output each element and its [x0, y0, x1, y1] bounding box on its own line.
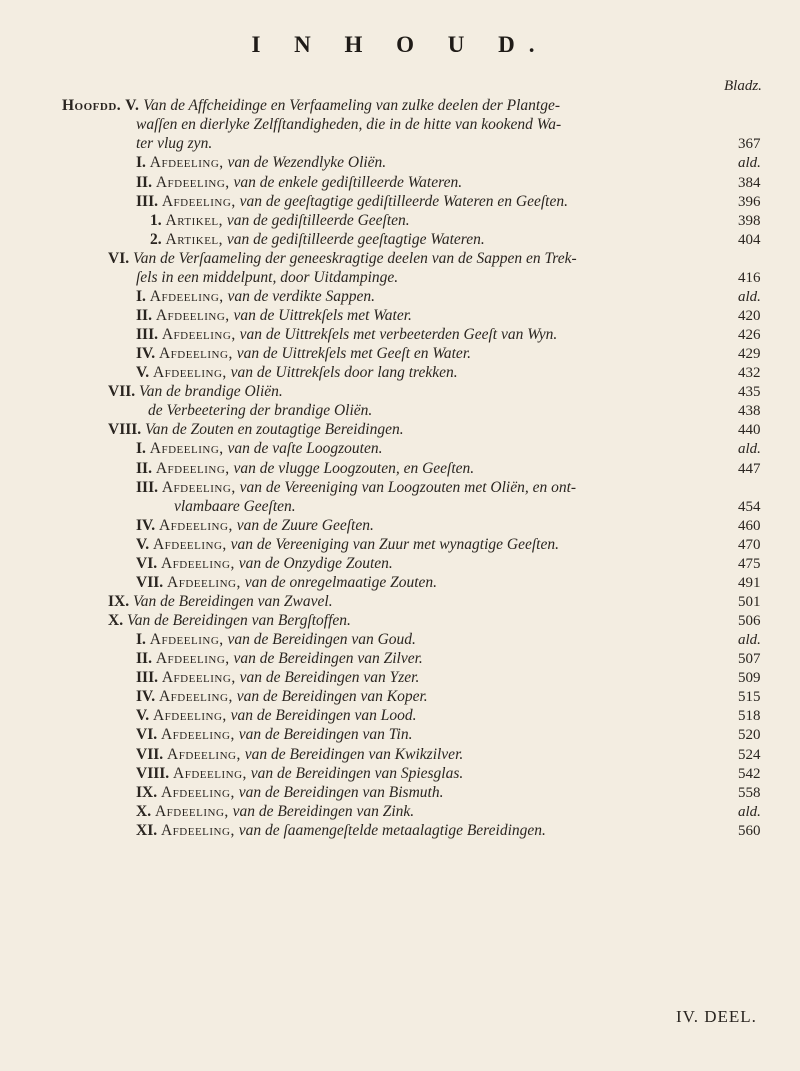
entry-title: van de Bereidingen van Lood.	[230, 707, 417, 724]
entry-section-label: Afdeeling,	[152, 707, 227, 724]
entry-title: van de Bereidingen van Bismuth.	[238, 784, 444, 801]
entry-number: VII.	[136, 574, 164, 591]
toc-entry	[136, 707, 416, 725]
entry-number: IV.	[136, 345, 156, 362]
entry-number: VII.	[108, 383, 136, 400]
entry-page-number: 426	[738, 327, 761, 343]
entry-number: XI.	[136, 822, 158, 839]
entry-page-number: ald.	[738, 804, 761, 820]
toc-entry	[136, 116, 561, 134]
entry-section-label: Afdeeling,	[149, 631, 224, 648]
toc-entry	[150, 212, 410, 230]
entry-page-number: 367	[738, 136, 761, 152]
toc-entry	[136, 669, 419, 687]
entry-number: VI.	[136, 726, 158, 743]
toc-entry	[108, 383, 283, 401]
entry-number: 2.	[150, 231, 162, 248]
entry-number: III.	[136, 326, 158, 343]
entry-section-label: Artikel,	[165, 231, 224, 248]
entry-title: van de geeſtagtige gediſtilleerde Wateren en Geeſten.	[239, 193, 568, 210]
entry-page-number: 447	[738, 461, 761, 477]
toc-entry	[136, 135, 212, 153]
toc-entry	[136, 803, 414, 821]
entry-section-label: Afdeeling,	[161, 326, 236, 343]
page-title: I N H O U D.	[251, 32, 549, 57]
entry-section-label: Afdeeling,	[158, 345, 233, 362]
entry-number: II.	[136, 174, 152, 191]
entry-page-number: 396	[738, 194, 761, 210]
entry-title: van de Uittrekſels met Water.	[233, 307, 412, 324]
entry-section-label: Afdeeling,	[158, 517, 233, 534]
entry-section-label: Afdeeling,	[173, 765, 247, 782]
toc-entry	[136, 269, 398, 287]
entry-page-number: 524	[738, 747, 761, 763]
entry-title: van de Bereidingen van Yzer.	[239, 669, 420, 686]
entry-section-label: Afdeeling,	[160, 555, 235, 572]
toc-entry	[108, 612, 351, 630]
entry-section-label: Afdeeling,	[152, 364, 227, 381]
entry-title: van de Vereeniging van Zuur met wynagtige Geeſten.	[230, 536, 559, 553]
toc-entry	[136, 307, 412, 325]
toc-entry	[136, 364, 458, 382]
entry-page-number: ald.	[738, 632, 761, 648]
entry-number: 1.	[150, 212, 162, 229]
entry-title: ſels in een middelpunt, door Uitdampinge.	[136, 269, 399, 286]
entry-section-label: Afdeeling,	[160, 822, 235, 839]
entry-page-number: 420	[738, 308, 761, 324]
entry-section-label: Afdeeling,	[155, 650, 230, 667]
entry-section-label: Afdeeling,	[161, 479, 236, 496]
entry-title: van de ſaamengeſtelde metaalagtige Bereidingen.	[238, 822, 546, 839]
entry-title: van de Bereidingen van Goud.	[227, 631, 416, 648]
entry-section-label: Afdeeling,	[149, 440, 224, 457]
entry-title: vlambaare Geeſten.	[174, 498, 296, 515]
entry-number: VII.	[136, 746, 164, 763]
toc-entry	[136, 784, 443, 802]
entry-page-number: 501	[738, 594, 761, 610]
entry-number: IV.	[136, 517, 156, 534]
entry-number: IX.	[136, 784, 158, 801]
entry-page-number: 560	[738, 823, 761, 839]
toc-entry	[136, 174, 462, 192]
entry-title: van de Bereidingen van Spiesglas.	[250, 765, 464, 782]
entry-title: waſſen en dierlyke Zelfſtandigheden, die in de hitte van kookend Wa-	[136, 116, 562, 133]
toc-entry	[136, 193, 568, 211]
toc-entry	[136, 440, 383, 458]
entry-section-label: Afdeeling,	[149, 154, 224, 171]
entry-number: I.	[136, 288, 146, 305]
entry-page-number: 518	[738, 708, 761, 724]
entry-page-number: 435	[738, 384, 761, 400]
entry-number: II.	[136, 460, 152, 477]
entry-page-number: 429	[738, 346, 761, 362]
toc-entry	[136, 555, 393, 573]
toc-entry	[62, 97, 560, 115]
entry-page-number: 384	[738, 175, 761, 191]
entry-page-number: ald.	[738, 155, 761, 171]
entry-title: Van de Bereidingen van Bergſtoffen.	[126, 612, 351, 629]
entry-title: van de Wezendlyke Oliën.	[227, 154, 387, 171]
entry-title: van de Bereidingen van Tin.	[238, 726, 413, 743]
entry-page-number: 491	[738, 575, 761, 591]
catchword: IV. DEEL.	[676, 1007, 757, 1026]
entry-title: van de Uittrekſels met Geeſt en Water.	[236, 345, 472, 362]
entry-section-label: Afdeeling,	[158, 688, 233, 705]
entry-number: VIII.	[136, 765, 170, 782]
toc-entry	[150, 231, 485, 249]
toc-entry	[148, 402, 372, 420]
toc-entry	[108, 593, 333, 611]
entry-number: III.	[136, 479, 158, 496]
entry-number: V.	[136, 364, 150, 381]
entry-title: van de Zuure Geeſten.	[236, 517, 374, 534]
toc-entry	[136, 517, 374, 535]
entry-number: X.	[136, 803, 152, 820]
entry-page-number: 506	[738, 613, 761, 629]
entry-page-number: 558	[738, 785, 761, 801]
entry-number: IV.	[136, 688, 156, 705]
entry-number: Hoofdd. V.	[62, 97, 140, 114]
entry-title: van de enkele gediſtilleerde Wateren.	[233, 174, 463, 191]
entry-section-label: Afdeeling,	[160, 726, 235, 743]
entry-number: V.	[136, 707, 150, 724]
entry-title: van de vaſte Loogzouten.	[227, 440, 383, 457]
entry-page-number: 509	[738, 670, 761, 686]
toc-entry	[108, 421, 404, 439]
entry-title: Van de Zouten en zoutagtige Bereidingen.	[145, 421, 404, 438]
entry-page-number: ald.	[738, 289, 761, 305]
toc-entry	[136, 765, 463, 783]
entry-page-number: 438	[738, 403, 761, 419]
entry-section-label: Afdeeling,	[161, 193, 236, 210]
entry-number: IX.	[108, 593, 130, 610]
entry-number: II.	[136, 307, 152, 324]
entry-number: VIII.	[108, 421, 142, 438]
entry-title: van de Bereidingen van Kwikzilver.	[244, 746, 464, 763]
entry-title: van de Uittrekſels met verbeeterden Geeſt van Wyn.	[239, 326, 558, 343]
entry-title: van de Onzydige Zouten.	[238, 555, 393, 572]
entry-number: I.	[136, 631, 146, 648]
toc-entry	[136, 822, 546, 840]
entry-section-label: Afdeeling,	[155, 460, 230, 477]
entry-number: V.	[136, 536, 150, 553]
toc-entry	[136, 460, 474, 478]
entry-title: van de Vereeniging van Loogzouten met Oliën, en ont-	[239, 479, 577, 496]
entry-title: van de vlugge Loogzouten, en Geeſten.	[233, 460, 475, 477]
entry-title: van de Bereidingen van Koper.	[236, 688, 428, 705]
entry-number: VI.	[136, 555, 158, 572]
entry-number: X.	[108, 612, 124, 629]
entry-title: Van de Bereidingen van Zwavel.	[132, 593, 333, 610]
entry-number: I.	[136, 154, 146, 171]
entry-number: II.	[136, 650, 152, 667]
entry-title: Van de Affcheidinge en Verfaameling van zulke deelen der Plantge-	[143, 97, 561, 114]
entry-number: III.	[136, 193, 158, 210]
entry-page-number: ald.	[738, 441, 761, 457]
toc-entry	[136, 746, 463, 764]
entry-title: van de gediſtilleerde Geeſten.	[226, 212, 410, 229]
entry-title: van de verdikte Sappen.	[227, 288, 375, 305]
entry-title: Van de Verſaameling der geneeskragtige deelen van de Sappen en Trek-	[132, 250, 577, 267]
entry-section-label: Afdeeling,	[160, 784, 235, 801]
entry-page-number: 507	[738, 651, 761, 667]
entry-title: van de gediſtilleerde geeſtagtige Wateren.	[226, 231, 485, 248]
toc-entry	[108, 250, 577, 268]
entry-page-number: 454	[738, 499, 761, 515]
entry-number: VI.	[108, 250, 130, 267]
entry-section-label: Afdeeling,	[167, 574, 241, 591]
toc-entry	[136, 345, 471, 363]
toc-entry	[136, 726, 412, 744]
entry-page-number: 520	[738, 727, 761, 743]
toc-entry	[136, 650, 423, 668]
toc-entry	[136, 479, 576, 497]
entry-section-label: Afdeeling,	[161, 669, 236, 686]
entry-page-number: 470	[738, 537, 761, 553]
entry-page-number: 515	[738, 689, 761, 705]
entry-page-number: 440	[738, 422, 761, 438]
toc-entry	[136, 326, 557, 344]
toc-entry	[174, 498, 296, 516]
entry-page-number: 460	[738, 518, 761, 534]
entry-page-number: 432	[738, 365, 761, 381]
entry-page-number: 398	[738, 213, 761, 229]
entry-title: van de Bereidingen van Zilver.	[233, 650, 423, 667]
toc-entry	[136, 574, 437, 592]
entry-section-label: Afdeeling,	[155, 307, 230, 324]
entry-page-number: 542	[738, 766, 761, 782]
toc-entry	[136, 631, 416, 649]
entry-section-label: Afdeeling,	[152, 536, 227, 553]
page-column-header: Bladz.	[724, 78, 762, 94]
toc-entry	[136, 154, 386, 172]
toc-entry	[136, 288, 375, 306]
entry-section-label: Afdeeling,	[155, 174, 230, 191]
entry-title: van de Bereidingen van Zink.	[232, 803, 415, 820]
entry-title: van de Uittrekſels door lang trekken.	[230, 364, 458, 381]
entry-title: ter vlug zyn.	[136, 135, 213, 152]
entry-title: de Verbeetering der brandige Oliën.	[148, 402, 373, 419]
entry-title: van de onregelmaatige Zouten.	[244, 574, 438, 591]
entry-number: I.	[136, 440, 146, 457]
entry-page-number: 416	[738, 270, 761, 286]
entry-section-label: Artikel,	[165, 212, 224, 229]
entry-section-label: Afdeeling,	[154, 803, 229, 820]
entry-title: Van de brandige Oliën.	[139, 383, 283, 400]
entry-page-number: 475	[738, 556, 761, 572]
toc-entry	[136, 688, 428, 706]
entry-section-label: Afdeeling,	[149, 288, 224, 305]
toc-entry	[136, 536, 559, 554]
entry-section-label: Afdeeling,	[167, 746, 241, 763]
entry-page-number: 404	[738, 232, 761, 248]
entry-number: III.	[136, 669, 158, 686]
